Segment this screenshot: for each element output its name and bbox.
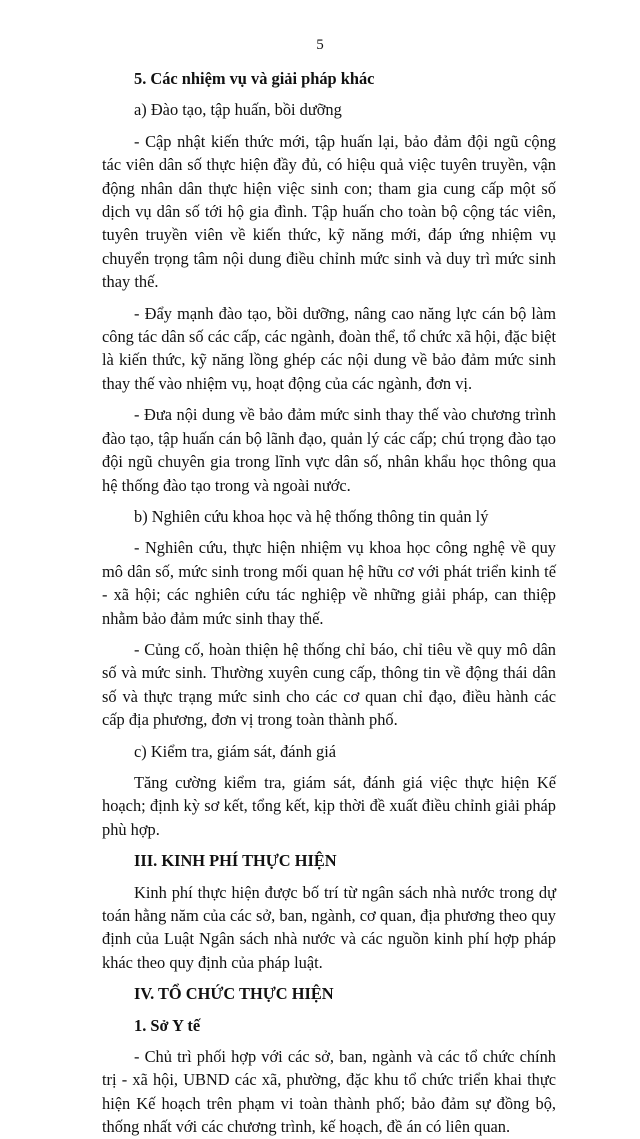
paragraph: Kinh phí thực hiện được bố trí từ ngân sách nhà nước trong dự toán hằng năm của các sở, ban, ngành, cơ quan, địa phương theo quy định của Luật Ngân sách nhà nước và các nguồn kinh phí hợp pháp khác theo quy định của pháp luật. [102,882,556,972]
section-heading: 5. Các nhiệm vụ và giải pháp khác [134,69,375,88]
paragraph: - Cập nhật kiến thức mới, tập huấn lại, bảo đảm đội ngũ cộng tác viên dân số thực hiện đầy đủ, có hiệu quả việc tuyên truyền, vận động nhân dân thực hiện việc sinh con; tham gia cung cấp một số dịch vụ dân số tới hộ gia đình. Tập huấn cho toàn bộ cộng tác viên, tuyên truyền viên về kiến thức, kỹ năng mới, đáp ứng nhiệm vụ chuyển trọng tâm nội dung điều chỉnh mức sinh và duy trì mức sinh thay thế. [102,131,556,292]
paragraph: - Nghiên cứu, thực hiện nhiệm vụ khoa học công nghệ về quy mô dân số, mức sinh trong mối quan hệ hữu cơ với phát triển kinh tế - xã hội; các nghiên cứu tác nghiệp về những giải pháp, can thiệp nhằm bảo đảm mức sinh thay thế. [102,538,556,628]
paragraph: b) Nghiên cứu khoa học và hệ thống thông tin quản lý [134,506,489,526]
paragraph: - Đẩy mạnh đào tạo, bồi dưỡng, nâng cao năng lực cán bộ làm công tác dân số các cấp, các ngành, đoàn thể, tổ chức xã hội, đặc biệt là kiến thức, kỹ năng lồng ghép các nội dung về bảo đảm mức sinh thay thế vào nhiệm vụ, hoạt động của các ngành, đơn vị. [102,303,556,393]
paragraph: Tăng cường kiểm tra, giám sát, đánh giá việc thực hiện Kế hoạch; định kỳ sơ kết, tổng kết, kịp thời đề xuất điều chỉnh giải pháp phù hợp. [102,772,556,839]
paragraph: - Đưa nội dung về bảo đảm mức sinh thay thế vào chương trình đào tạo, tập huấn cán bộ lãnh đạo, quản lý các cấp; chú trọng đào tạo đội ngũ chuyên gia trong lĩnh vực dân số, nhân khẩu học thông qua hệ thống đào tạo trong và ngoài nước. [102,405,556,495]
paragraph: - Chủ trì phối hợp với các sở, ban, ngành và các tổ chức chính trị - xã hội, UBND các xã, phường, đặc khu tổ chức triển khai thực hiện Kế hoạch trên phạm vi toàn thành phố; bảo đảm sự đồng bộ, thống nhất với các chương trình, kế hoạch, đề án có liên quan. [102,1047,556,1137]
paragraph: a) Đào tạo, tập huấn, bồi dưỡng [134,100,342,120]
page-number: 5 [316,37,324,53]
paragraph: c) Kiểm tra, giám sát, đánh giá [134,741,337,761]
section-heading: 1. Sở Y tế [134,1015,201,1035]
paragraph: - Củng cố, hoàn thiện hệ thống chỉ báo, chỉ tiêu về quy mô dân số và mức sinh. Thường xuyên cung cấp, thông tin về động thái dân số và thực trạng mức sinh cho các cơ quan chỉ đạo, điều hành các cấp địa phương, đơn vị trong toàn thành phố. [102,639,556,730]
document-body [102,67,556,1139]
section-heading: IV. TỔ CHỨC THỰC HIỆN [134,984,334,1004]
section-heading: III. KINH PHÍ THỰC HIỆN [134,851,337,871]
